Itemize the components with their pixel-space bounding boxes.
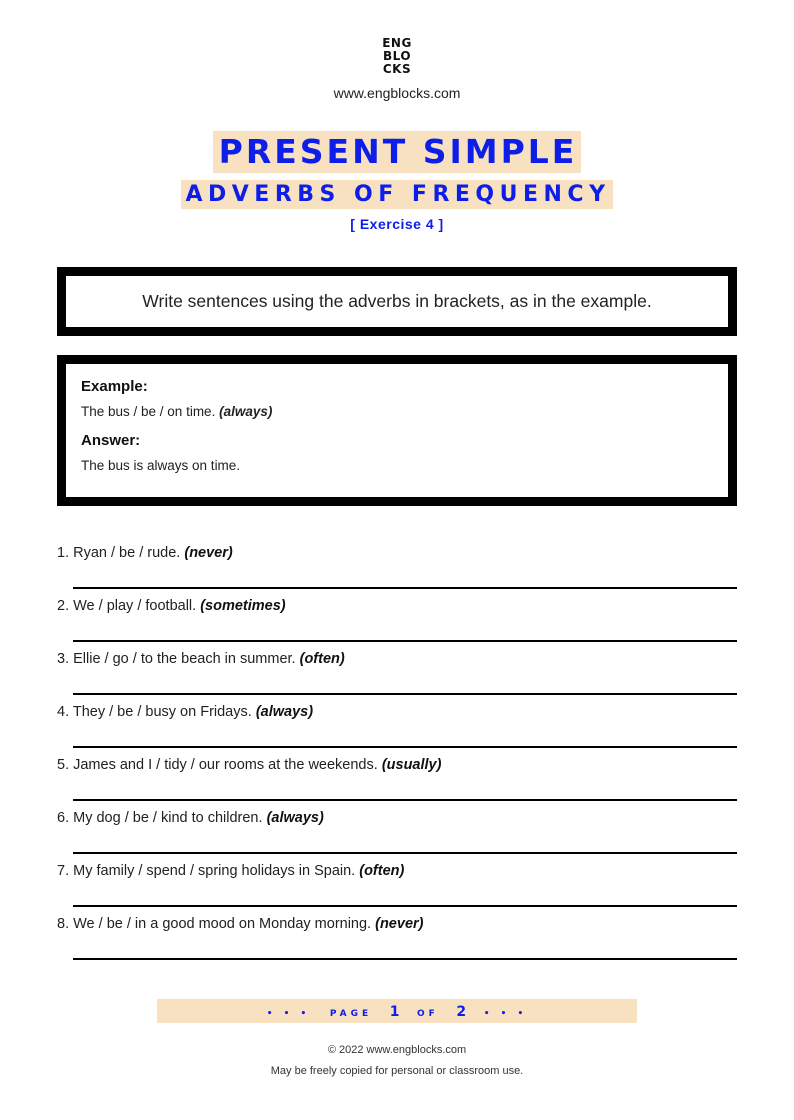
dots-left: • • • — [266, 1009, 311, 1019]
page-total: 2 — [456, 1004, 467, 1020]
answer-text: The bus is always on time. — [81, 458, 241, 473]
instruction-text: Write sentences using the adverbs in brackets, as in the example. — [142, 291, 652, 311]
answer-line[interactable] — [73, 693, 737, 695]
question-text: 4. They / be / busy on Fridays. — [57, 704, 252, 720]
page-word: PAGE — [329, 1009, 373, 1019]
dots-right: • • • — [483, 1009, 528, 1019]
logo-line: BLO — [382, 49, 412, 63]
question-adverb: (usually) — [381, 757, 442, 773]
answer-line[interactable] — [73, 905, 737, 907]
example-box — [57, 355, 737, 506]
example-text: The bus / be / on time. — [81, 404, 216, 419]
question-text: 8. We / be / in a good mood on Monday morning. — [57, 916, 372, 932]
question-item — [57, 863, 404, 879]
usage-note: May be freely copied for personal or classroom use. — [270, 1065, 524, 1077]
subtitle-row — [0, 180, 794, 209]
question-text: 5. James and I / tidy / our rooms at the weekends. — [57, 757, 378, 773]
question-text: 3. Ellie / go / to the beach in summer. — [57, 651, 296, 667]
example-sentence — [81, 404, 728, 419]
answer-line[interactable] — [73, 746, 737, 748]
question-item — [57, 810, 324, 826]
page-current: 1 — [389, 1004, 400, 1020]
answer-line[interactable] — [73, 640, 737, 642]
example-adverb: (always) — [219, 404, 273, 419]
question-item — [57, 757, 441, 773]
copyright-text: © 2022 www.engblocks.com — [327, 1044, 467, 1056]
page-subtitle: ADVERBS OF FREQUENCY — [181, 180, 612, 209]
instruction-box — [57, 267, 737, 336]
logo-line: ENG — [382, 36, 412, 50]
exercise-label: [ Exercise 4 ] — [350, 216, 444, 232]
answer-line[interactable] — [73, 852, 737, 854]
site-url[interactable]: www.engblocks.com — [333, 85, 461, 101]
title-row — [0, 131, 794, 173]
question-item — [57, 916, 423, 932]
question-adverb: (always) — [266, 810, 324, 826]
question-adverb: (always) — [255, 704, 314, 720]
question-text: 6. My dog / be / kind to children. — [57, 810, 263, 826]
of-word: OF — [417, 1009, 439, 1019]
page-title: PRESENT SIMPLE — [213, 131, 582, 173]
question-adverb: (often) — [299, 651, 345, 667]
answer-line[interactable] — [73, 799, 737, 801]
question-item — [57, 598, 286, 614]
question-text: 2. We / play / football. — [57, 598, 197, 614]
question-adverb: (sometimes) — [200, 598, 286, 614]
answer-line[interactable] — [73, 958, 737, 960]
question-item — [57, 545, 233, 561]
answer-heading: Answer: — [81, 432, 141, 449]
question-adverb: (often) — [359, 863, 405, 879]
logo-line: CKS — [382, 62, 412, 76]
engblocks-logo — [0, 37, 794, 76]
example-heading: Example: — [81, 378, 148, 395]
question-item — [57, 704, 313, 720]
question-item — [57, 651, 345, 667]
answer-line[interactable] — [73, 587, 737, 589]
question-text: 1. Ryan / be / rude. — [57, 545, 181, 561]
question-text: 7. My family / spend / spring holidays in Spain. — [57, 863, 356, 879]
page-indicator — [157, 999, 637, 1023]
question-adverb: (never) — [375, 916, 424, 932]
question-adverb: (never) — [184, 545, 233, 561]
